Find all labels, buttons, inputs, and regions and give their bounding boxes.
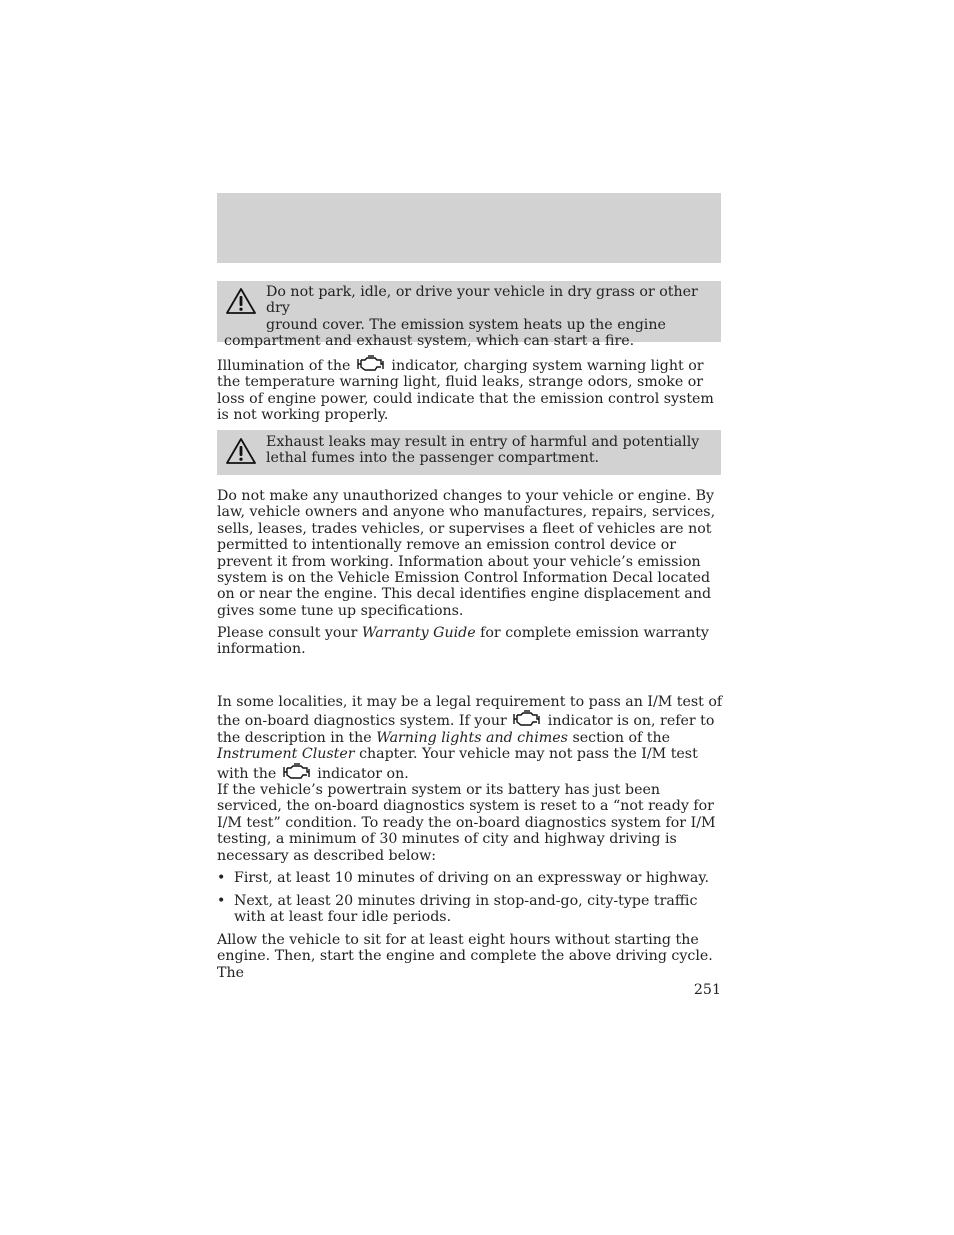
paragraph-illumination (217, 355, 723, 424)
section-header-band (217, 193, 721, 263)
text-span: Please consult your (217, 625, 358, 641)
list-item-text: Next, at least 20 minutes driving in stop-and-go, city-type traffic with at least four idle periods. (234, 893, 698, 926)
warning-box-fire (217, 281, 721, 350)
paragraph-powertrain-reset: If the vehicle’s powertrain system or its battery has just been serviced, the on-board diagnostics system is reset to a “not ready for I/M test” condition. To ready the on-board diagnostics system for I/M testing, a minimum of 30 minutes of city and highway driving is necessary as described below: (217, 782, 716, 864)
paragraph-unauthorized-changes: Do not make any unauthorized changes to your vehicle or engine. By law, vehicle owners and anyone who manufactures, repairs, services, sells, leases, trades vehicles, or supervises a fleet of vehicles are not permitted to intentionally remove an emission control device or prevent it from working. Information about your vehicle’s emission system is on the Vehicle Emission Control Information Decal located on or near the engine. This decal identifies engine displacement and gives some tune up specifications. (217, 488, 716, 619)
check-engine-icon (355, 355, 387, 373)
text-span: indicator is on, refer to the description in the (217, 713, 715, 746)
text-span: In some localities, it may be a legal requirement to pass an I/M test of the on-board diagnostics system. If your (217, 694, 723, 730)
text-span: indicator on. (317, 765, 409, 782)
paragraph-warranty (217, 625, 723, 658)
warning-lights-reference: Warning lights and chimes (376, 729, 568, 746)
page-number: 251 (693, 982, 721, 998)
warning-box-exhaust (217, 430, 721, 475)
warning-text-line: Exhaust leaks may result in entry of harmful and potentially (266, 434, 700, 450)
check-engine-icon (511, 710, 543, 728)
warranty-guide-reference: Warranty Guide (361, 625, 476, 641)
text-span: section of the (572, 729, 671, 746)
paragraph-im-test (217, 694, 723, 782)
instrument-cluster-reference: Instrument Cluster (217, 746, 355, 763)
warning-text-line: Do not park, idle, or drive your vehicle in dry grass or other dry (266, 284, 698, 317)
text-span: indicator, charging system warning light or the temperature warning light, fluid leaks, strange odors, smoke or loss of engine power, could indicate that the emission control system is not working properly. (217, 358, 714, 424)
check-engine-icon (281, 763, 313, 781)
bullet-icon: • (217, 870, 226, 886)
warning-text-line: ground cover. The emission system heats up the engine (266, 316, 666, 333)
text-span: chapter. Your vehicle may not pass the I/M test with the (217, 746, 698, 782)
text-span: for complete emission warranty information. (217, 625, 709, 658)
text-span: Illumination of the (217, 358, 351, 374)
warning-text-line: compartment and exhaust system, which can start a fire. (224, 333, 635, 350)
list-item-text: First, at least 10 minutes of driving on an expressway or highway. (234, 870, 710, 886)
paragraph-allow-vehicle: Allow the vehicle to sit for at least eight hours without starting the engine. Then, start the engine and complete the above driving cycle. The (217, 932, 713, 981)
warning-text-line: lethal fumes into the passenger compartment. (266, 450, 600, 467)
bullet-icon: • (217, 893, 226, 909)
